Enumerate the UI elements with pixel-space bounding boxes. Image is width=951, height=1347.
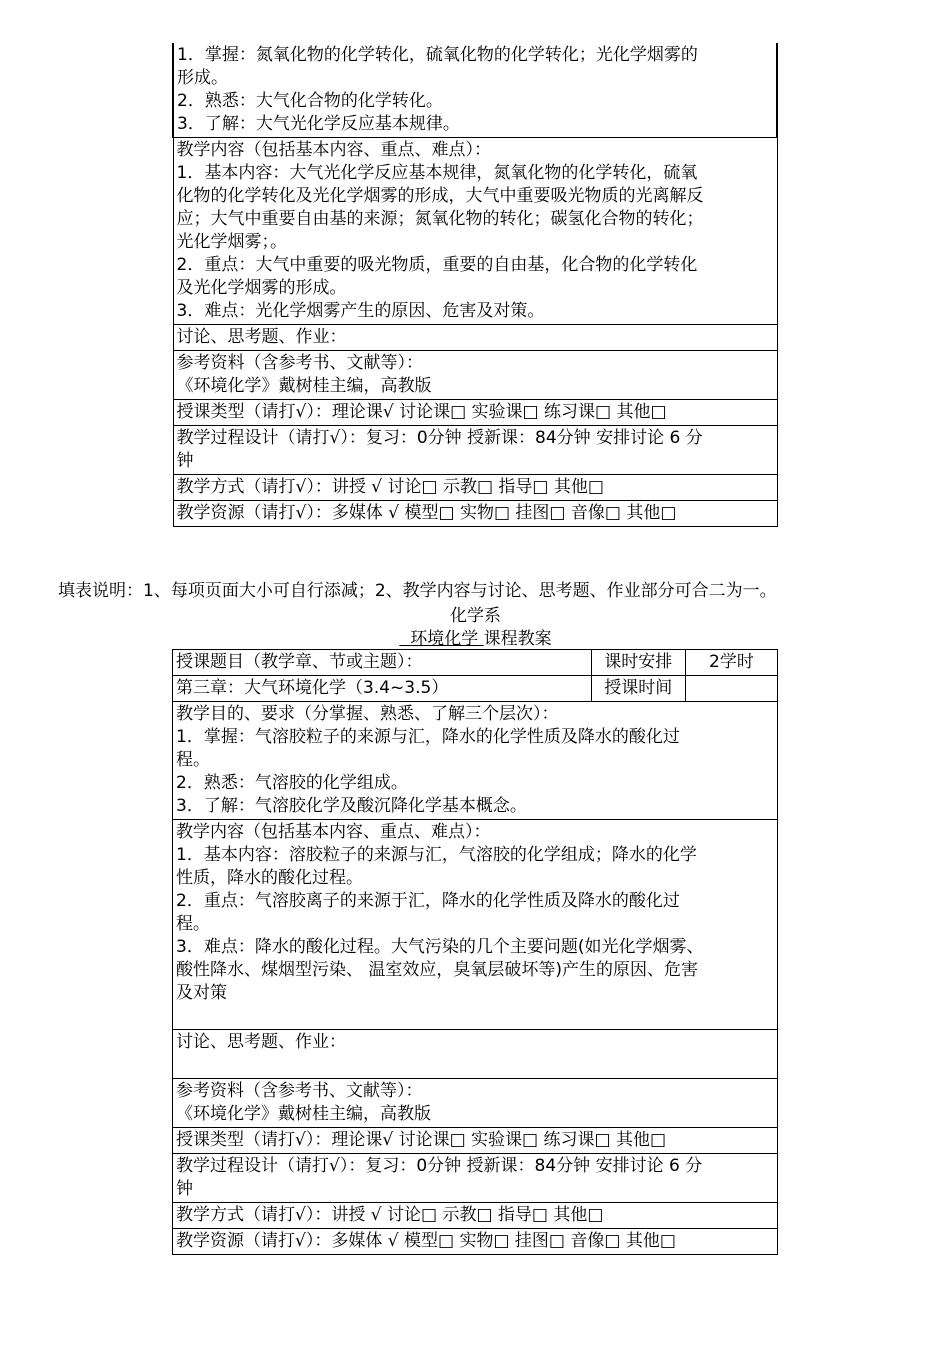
topic-label: 授课题目（教学章、节或主题）： — [173, 650, 592, 676]
resources-cell: 教学资源（请打√）：多媒体 √ 模型□ 实物□ 挂图□ 音像□ 其他□ — [173, 501, 777, 527]
reference-cell — [173, 351, 777, 400]
objective-line: 2．熟悉：大气化合物的化学转化。 — [177, 91, 443, 111]
objective-line: 3．了解：大气光化学反应基本规律。 — [177, 114, 460, 134]
content-line: 及光化学烟雾的形成。 — [176, 278, 347, 298]
method-cell: 教学方式（请打√）：讲授 √ 讨论□ 示教□ 指导□ 其他□ — [173, 1203, 778, 1229]
content-cell — [173, 138, 777, 325]
objective-line: 3．了解：气溶胶化学及酸沉降化学基本概念。 — [176, 796, 527, 816]
objectives-heading: 教学目的、要求（分掌握、熟悉、了解三个层次）： — [176, 704, 559, 724]
discussion-cell: 讨论、思考题、作业： — [173, 325, 777, 351]
objectives-cell — [173, 702, 778, 820]
process-line: 教学过程设计（请打√）：复习：0分钟 授新课：84分钟 安排讨论 6 分 — [176, 428, 703, 448]
department-title: 化学系 — [450, 606, 501, 626]
reference-heading: 参考资料（含参考书、文献等）： — [176, 1081, 423, 1101]
discussion-heading: 讨论、思考题、作业： — [176, 1032, 346, 1052]
time-label: 授课时间 — [591, 676, 685, 702]
method-cell: 教学方式（请打√）：讲授 √ 讨论□ 示教□ 指导□ 其他□ — [173, 475, 777, 501]
time-value — [685, 676, 777, 702]
hours-value: 2学时 — [685, 650, 777, 676]
content-line: 3．难点：降水的酸化过程。大气污染的几个主要问题(如光化学烟雾、 — [176, 937, 704, 957]
content-line: 1．基本内容：大气光化学反应基本规律，氮氧化物的化学转化，硫氧 — [176, 163, 698, 183]
content-spacer — [176, 1005, 774, 1028]
content-line: 1．基本内容：溶胶粒子的来源与汇，气溶胶的化学组成；降水的化学 — [176, 845, 697, 865]
content-line: 及对策 — [176, 983, 227, 1003]
objective-line: 1．掌握：氮氧化物的化学转化，硫氧化物的化学转化；光化学烟雾的 — [177, 45, 698, 65]
content-line: 2．重点：大气中重要的吸光物质，重要的自由基，化合物的化学转化 — [176, 255, 698, 275]
objective-line: 形成。 — [177, 68, 228, 88]
content-line: 酸性降水、煤烟型污染、 温室效应，臭氧层破坏等)产生的原因、危害 — [176, 960, 699, 980]
course-name: 环境化学 — [410, 629, 479, 649]
lesson-plan-table-1 — [172, 43, 778, 527]
form-note: 填表说明：1、每项页面大小可自行添减；2、教学内容与讨论、思考题、作业部分可合二为一。 — [58, 581, 777, 601]
process-cell — [173, 1154, 778, 1203]
plan-title-suffix: 课程教案 — [483, 629, 552, 649]
resources-cell: 教学资源（请打√）：多媒体 √ 模型□ 实物□ 挂图□ 音像□ 其他□ — [173, 1229, 778, 1255]
process-cell — [173, 426, 777, 475]
reference-text: 《环境化学》戴树桂主编，高教版 — [176, 376, 432, 396]
content-line: 光化学烟雾；。 — [176, 232, 287, 252]
objective-line: 程。 — [176, 750, 210, 770]
objective-line: 2．熟悉：气溶胶的化学组成。 — [176, 773, 408, 793]
reference-cell — [173, 1079, 778, 1128]
class-type-cell: 授课类型（请打√）：理论课√ 讨论课□ 实验课□ 练习课□ 其他□ — [173, 400, 777, 426]
content-line: 化物的化学转化及光化学烟雾的形成，大气中重要吸光物质的光离解反 — [176, 186, 704, 206]
reference-text: 《环境化学》戴树桂主编，高教版 — [176, 1104, 431, 1124]
hours-label: 课时安排 — [591, 650, 685, 676]
content-heading: 教学内容（包括基本内容、重点、难点）： — [176, 822, 491, 842]
plan-title — [0, 624, 951, 649]
process-line: 教学过程设计（请打√）：复习：0分钟 授新课：84分钟 安排讨论 6 分 — [176, 1156, 703, 1176]
objectives-cell — [173, 43, 777, 138]
content-line: 应；大气中重要自由基的来源；氮氧化物的转化；碳氢化合物的转化； — [176, 209, 704, 229]
content-line: 性质，降水的酸化过程。 — [176, 868, 363, 888]
content-line: 3．难点：光化学烟雾产生的原因、危害及对策。 — [176, 301, 545, 321]
discussion-cell — [173, 1030, 778, 1079]
process-line: 钟 — [176, 451, 194, 471]
process-line: 钟 — [176, 1179, 193, 1199]
discussion-spacer — [176, 1054, 774, 1077]
objective-line: 1．掌握：气溶胶粒子的来源与汇，降水的化学性质及降水的酸化过 — [176, 727, 680, 747]
class-type-cell: 授课类型（请打√）：理论课√ 讨论课□ 实验课□ 练习课□ 其他□ — [173, 1128, 778, 1154]
reference-heading: 参考资料（含参考书、文献等）： — [176, 353, 423, 373]
content-cell — [173, 820, 778, 1030]
content-line: 2．重点：气溶胶离子的来源于汇，降水的化学性质及降水的酸化过 — [176, 891, 680, 911]
content-line: 程。 — [176, 914, 210, 934]
lesson-plan-table-2 — [172, 649, 778, 1255]
topic-value: 第三章：大气环境化学（3.4~3.5） — [173, 676, 592, 702]
content-heading: 教学内容（包括基本内容、重点、难点）： — [176, 140, 491, 160]
